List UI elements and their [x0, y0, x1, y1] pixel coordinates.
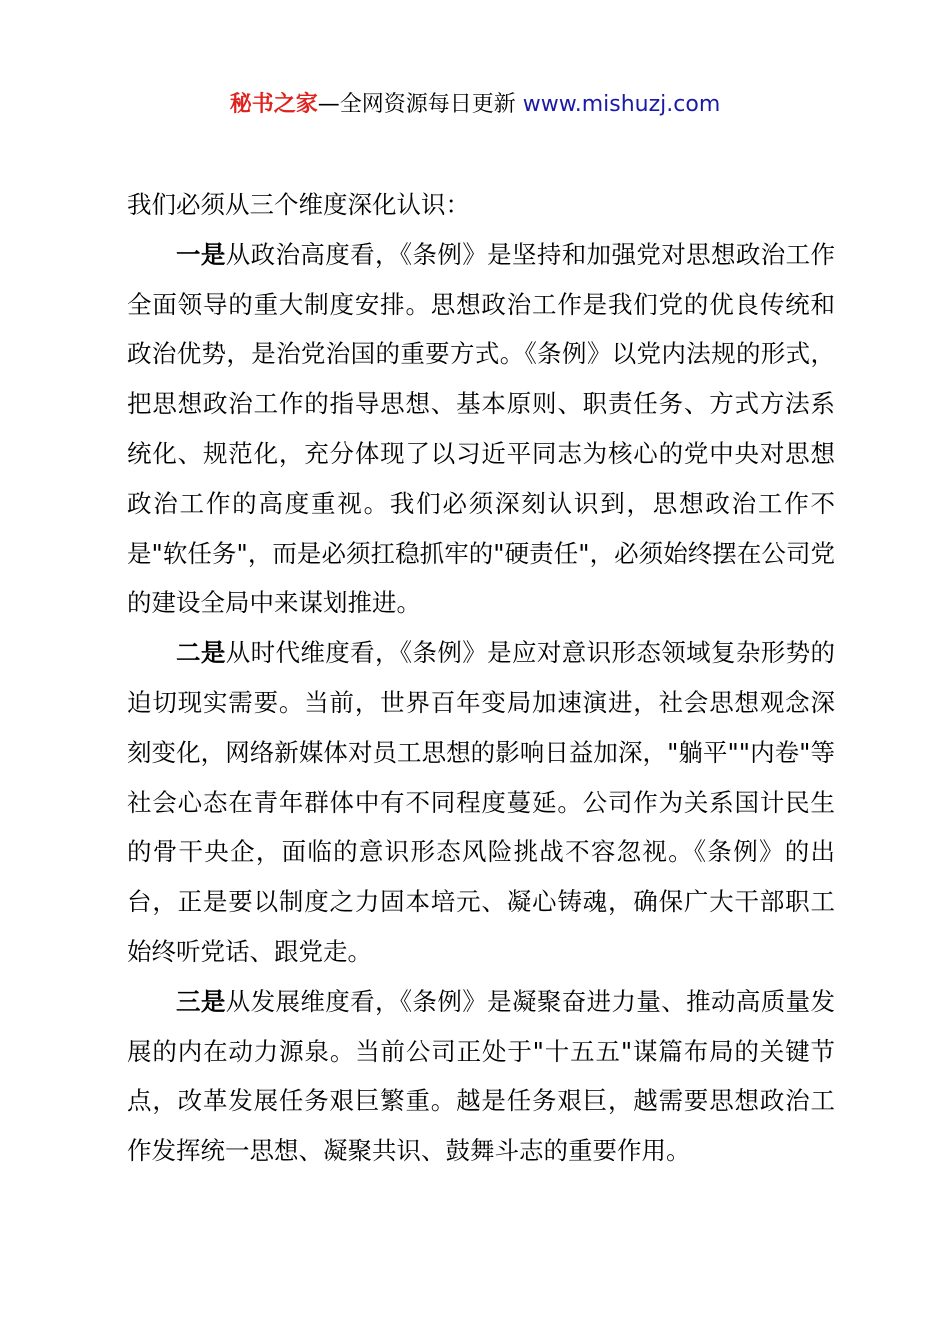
paragraph-lead: 一是	[176, 239, 226, 269]
paragraph-era	[127, 628, 835, 977]
site-url[interactable]: www.mishuzj.com	[522, 92, 721, 117]
paragraph-text: 从发展维度看，《条例》是凝聚奋进力量、推动高质量发展的内在动力源泉。当前公司正处于"十五五"谋篇布局的关键节点，改革发展任务艰巨繁重。越是任务艰巨，越需要思想政治工作发挥统一思想、凝聚共识、鼓舞斗志的重要作用。	[127, 986, 835, 1166]
page-header	[0, 88, 950, 122]
paragraph-lead: 三是	[176, 986, 226, 1016]
intro-paragraph: 我们必须从三个维度深化认识：	[127, 190, 470, 219]
paragraph-text: 从时代维度看，《条例》是应对意识形态领域复杂形势的迫切现实需要。当前，世界百年变局加速演进，社会思想观念深刻变化，网络新媒体对员工思想的影响日益加深，"躺平""内卷"等社会心态在青年群体中有不同程度蔓延。公司作为关系国计民生的骨干央企，面临的意识形态风险挑战不容忽视。《条例》的出台，正是要以制度之力固本培元、凝心铸魂，确保广大干部职工始终听党话、跟党走。	[127, 638, 835, 966]
paragraph-text: 从政治高度看，《条例》是坚持和加强党对思想政治工作全面领导的重大制度安排。思想政治工作是我们党的优良传统和政治优势，是治党治国的重要方式。《条例》以党内法规的形式，把思想政治工作的指导思想、基本原则、职责任务、方式方法系统化、规范化，充分体现了以习近平同志为核心的党中央对思想政治工作的高度重视。我们必须深刻认识到，思想政治工作不是"软任务"，而是必须扛稳抓牢的"硬责任"，必须始终摆在公司党的建设全局中来谋划推进。	[127, 239, 835, 618]
paragraph-lead: 二是	[176, 638, 226, 668]
brand-name: 秘书之家	[229, 92, 318, 117]
document-body	[127, 180, 835, 1176]
paragraph-development	[127, 977, 835, 1176]
header-tagline: —全网资源每日更新	[317, 92, 523, 117]
paragraph-political	[127, 230, 835, 628]
